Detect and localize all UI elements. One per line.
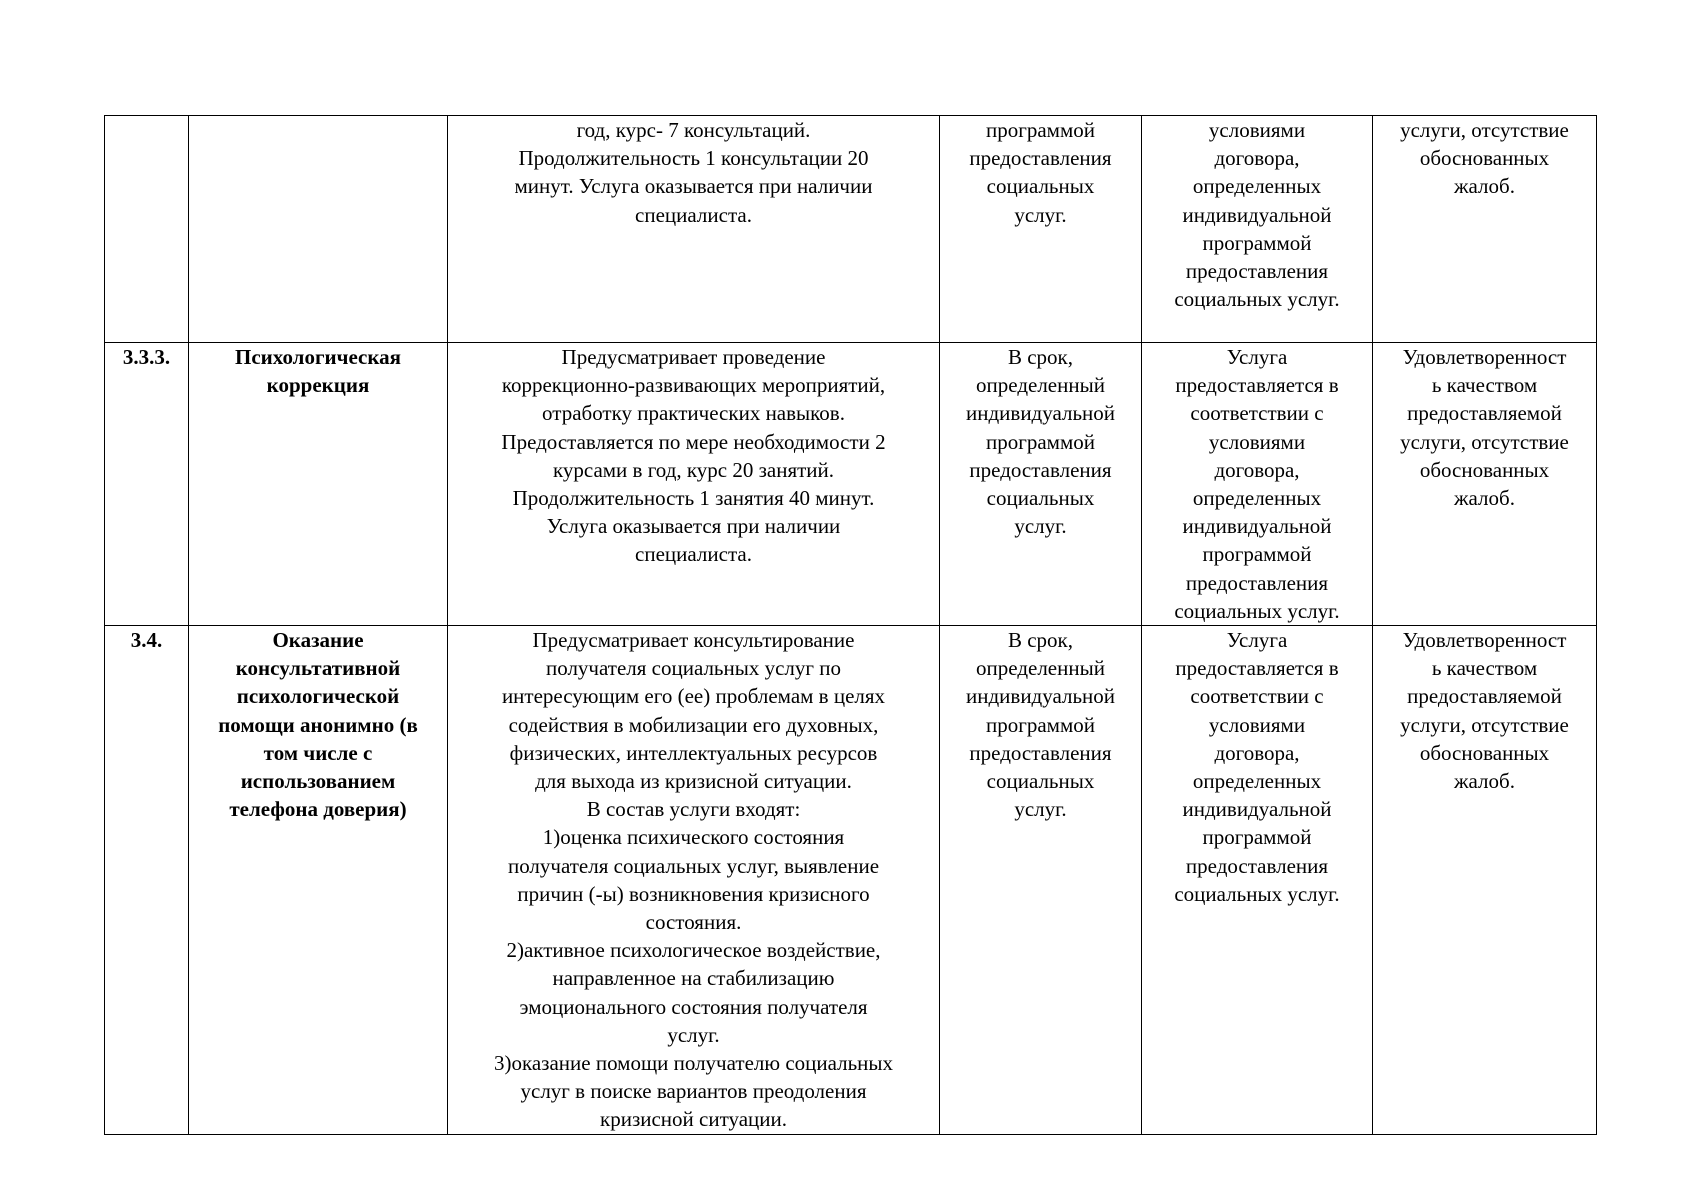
cell-text-line: программой xyxy=(1202,825,1312,850)
cell-text-line: социальных xyxy=(986,486,1095,511)
cell-text-line: индивидуальной xyxy=(966,401,1115,426)
cell-text-line: причин (-ы) возникновения кризисного xyxy=(517,881,870,906)
service-name xyxy=(189,343,448,626)
cell-text-line: телефона доверия) xyxy=(229,797,407,822)
cell-text-line: определенный xyxy=(976,656,1105,681)
cell-text-line: услуги, отсутствие xyxy=(1400,429,1569,454)
cell-text-line: Предусматривает проведение xyxy=(561,345,826,369)
service-conditions xyxy=(1142,343,1373,626)
cell-text-line: Услуга xyxy=(1226,628,1288,653)
cell-text-line: Психологическая xyxy=(235,345,401,369)
cell-text-line: социальных xyxy=(986,769,1095,794)
cell-text-line: специалиста. xyxy=(635,202,752,227)
cell-text-line: Предусматривает консультирование xyxy=(532,628,855,653)
cell-text-line: условиями xyxy=(1208,712,1306,737)
cell-text-line: эмоционального состояния получателя xyxy=(519,994,868,1019)
cell-text-line: 2)активное психологическое воздействие, xyxy=(506,938,881,963)
cell-text-line: предоставления xyxy=(969,457,1112,482)
service-quality xyxy=(1373,343,1597,626)
cell-text-line: интересующим его (ее) проблемам в целях xyxy=(501,684,886,709)
cell-text-line: том числе с xyxy=(263,740,373,765)
cell-text-line: физических, интеллектуальных ресурсов xyxy=(509,740,878,765)
cell-text-line: услуг в поиске вариантов преодоления xyxy=(520,1079,867,1104)
cell-text-line: предоставляется в xyxy=(1175,373,1339,398)
cell-text-line: услуг. xyxy=(1014,797,1067,822)
cell-text-line: Удовлетворенност xyxy=(1402,345,1567,369)
service-description xyxy=(448,116,940,343)
cell-text-line: обоснованных xyxy=(1419,146,1550,171)
cell-text-line: Предоставляется по мере необходимости 2 xyxy=(501,429,886,454)
cell-text-line: жалоб. xyxy=(1454,174,1515,199)
cell-text-line: предоставления xyxy=(1185,570,1329,595)
cell-text-line: психологической xyxy=(236,684,400,709)
cell-text-line: индивидуальной xyxy=(966,684,1115,709)
services-table xyxy=(104,115,1597,1135)
cell-text-line: жалоб. xyxy=(1454,486,1515,511)
cell-text-line: обоснованных xyxy=(1419,740,1550,765)
service-description xyxy=(448,626,940,1135)
cell-text-line: условиями xyxy=(1208,429,1306,454)
cell-text-line: коррекция xyxy=(266,373,370,398)
cell-text-line: 1)оценка психического состояния xyxy=(542,825,845,850)
cell-text-line: В срок, xyxy=(1007,628,1074,653)
service-name xyxy=(189,626,448,1135)
cell-text-line: курсами в год, курс 20 занятий. xyxy=(552,457,835,482)
cell-text-line: ь качеством xyxy=(1431,373,1538,398)
cell-text-line: предоставления xyxy=(1185,853,1329,878)
cell-text-line: направленное на стабилизацию xyxy=(552,966,835,991)
cell-text-line: использованием xyxy=(240,769,396,794)
cell-text-line: услуг. xyxy=(1014,202,1067,227)
cell-text-line: предоставляется в xyxy=(1175,656,1339,681)
service-quality xyxy=(1373,626,1597,1135)
cell-text-line: содействия в мобилизации его духовных, xyxy=(508,712,879,737)
cell-text-line: Продолжительность 1 консультации 20 xyxy=(518,146,869,171)
cell-text-line: Услуга оказывается при наличии xyxy=(546,514,841,539)
table-row xyxy=(105,626,1597,1135)
cell-text-line: обоснованных xyxy=(1419,457,1550,482)
cell-text-line: В срок, xyxy=(1007,345,1074,369)
cell-text-line: индивидуальной xyxy=(1182,514,1332,539)
cell-text-line: коррекционно-развивающих мероприятий, xyxy=(501,373,886,398)
service-description xyxy=(448,343,940,626)
cell-text-line: определенных xyxy=(1192,486,1322,511)
cell-text-line: для выхода из кризисной ситуации. xyxy=(535,769,852,794)
cell-text-line: определенных xyxy=(1192,769,1322,794)
table-row xyxy=(105,343,1597,626)
cell-text-line: год, курс- 7 консультаций. xyxy=(576,118,811,142)
service-conditions xyxy=(1142,116,1373,343)
cell-text-line: услуг. xyxy=(667,1022,720,1047)
cell-text-line: социальных услуг. xyxy=(1174,598,1340,623)
cell-text-line: Услуга xyxy=(1226,345,1288,369)
service-quality xyxy=(1373,116,1597,343)
cell-text-line: Удовлетворенност xyxy=(1402,628,1567,653)
service-term xyxy=(940,116,1142,343)
cell-text-line: программой xyxy=(1202,542,1312,567)
cell-text-line: программой xyxy=(986,712,1095,737)
cell-text-line: определенных xyxy=(1192,174,1322,199)
cell-text-line: соответствии с xyxy=(1190,401,1324,426)
cell-text-line: ь качеством xyxy=(1431,656,1538,681)
cell-text-line: Продолжительность 1 занятия 40 минут. xyxy=(512,486,875,511)
table-row xyxy=(105,116,1597,343)
cell-text-line: услуг. xyxy=(1014,514,1067,539)
cell-text-line: услуги, отсутствие xyxy=(1400,118,1569,142)
cell-text-line: Оказание xyxy=(272,628,364,653)
cell-text-line: предоставляемой xyxy=(1407,401,1562,426)
cell-text-line: предоставляемой xyxy=(1407,684,1562,709)
cell-text-line: договора, xyxy=(1214,146,1300,171)
cell-text-line: предоставления xyxy=(969,740,1112,765)
cell-text-line: помощи анонимно (в xyxy=(218,712,418,737)
cell-text-line: состояния. xyxy=(645,910,742,935)
cell-text-line: условиями xyxy=(1208,118,1306,142)
service-conditions xyxy=(1142,626,1373,1135)
service-number: 3.3.3. xyxy=(105,343,189,626)
cell-text-line: предоставления xyxy=(1185,259,1329,284)
cell-text-line: социальных услуг. xyxy=(1174,287,1340,312)
cell-text-line: договора, xyxy=(1214,740,1300,765)
cell-text-line: отработку практических навыков. xyxy=(542,401,845,426)
service-term xyxy=(940,343,1142,626)
cell-text-line: социальных xyxy=(986,174,1095,199)
cell-text-line: жалоб. xyxy=(1454,769,1515,794)
cell-text-line: В состав услуги входят: xyxy=(586,797,801,822)
cell-text-line: предоставления xyxy=(969,146,1112,171)
cell-text-line: минут. Услуга оказывается при наличии xyxy=(514,174,873,199)
cell-text-line: специалиста. xyxy=(635,542,752,567)
cell-text-line: договора, xyxy=(1214,457,1300,482)
cell-text-line: услуги, отсутствие xyxy=(1400,712,1569,737)
cell-text-line: социальных услуг. xyxy=(1174,881,1340,906)
cell-text-line: определенный xyxy=(976,373,1105,398)
cell-text-line: кризисной ситуации. xyxy=(600,1107,787,1132)
service-term xyxy=(940,626,1142,1135)
cell-text-line: программой xyxy=(986,429,1095,454)
cell-text-line: получателя социальных услуг по xyxy=(545,656,842,681)
cell-text-line: программой xyxy=(986,118,1095,142)
cell-text-line: индивидуальной xyxy=(1182,202,1332,227)
cell-text-line: консультативной xyxy=(235,656,401,681)
cell-text-line: соответствии с xyxy=(1190,684,1324,709)
cell-text-line: программой xyxy=(1202,230,1312,255)
service-number xyxy=(105,116,189,343)
cell-text-line: получателя социальных услуг, выявление xyxy=(507,853,880,878)
service-name xyxy=(189,116,448,343)
cell-text-line: индивидуальной xyxy=(1182,797,1332,822)
cell-text-line: 3)оказание помощи получателю социальных xyxy=(493,1051,894,1076)
service-number: 3.4. xyxy=(105,626,189,1135)
